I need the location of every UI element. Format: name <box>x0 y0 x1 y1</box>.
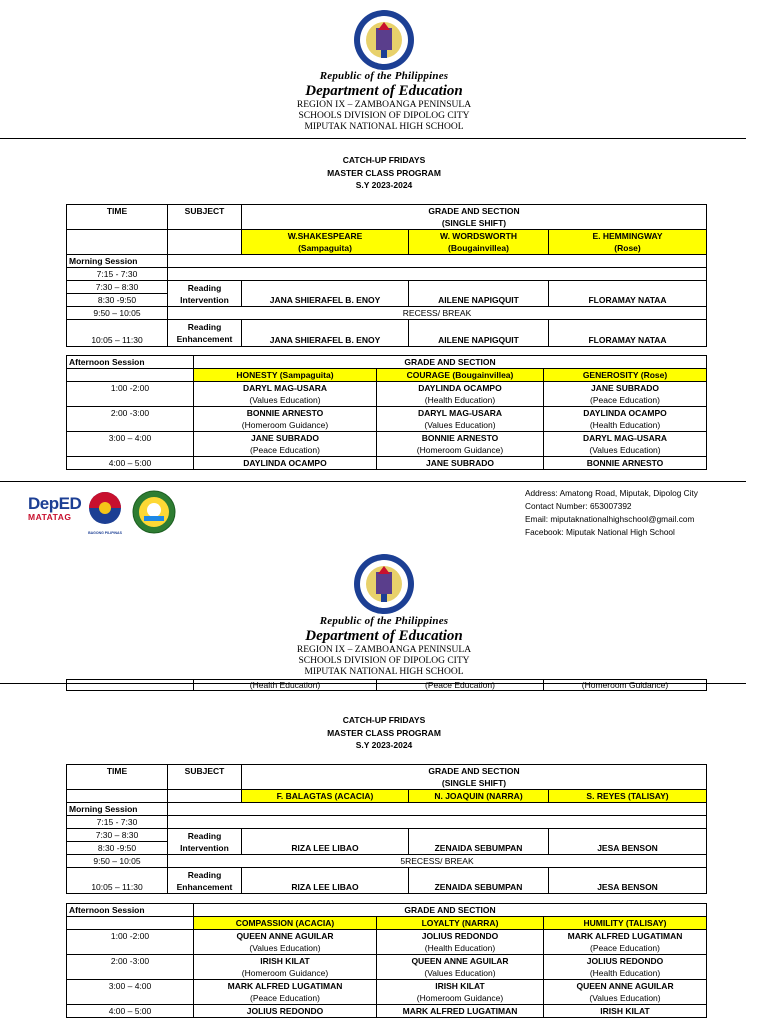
footer-divider <box>0 481 746 482</box>
school-contact-info <box>525 487 698 539</box>
deped-seal-logo <box>352 8 416 72</box>
time-cell: 4:00 – 5:00 <box>67 1005 194 1018</box>
time-cell: 7:30 – 8:30 <box>67 281 168 294</box>
grade-section-header: GRADE AND SECTION (SINGLE SHIFT) <box>242 205 707 230</box>
teacher-cell: ZENAIDA SEBUMPAN <box>409 868 549 894</box>
section-cell: W.SHAKESPEARE (Sampaguita) <box>242 230 409 255</box>
teacher-cell: DARYL MAG-USARA (Values Education) <box>544 432 707 457</box>
email-text: Email: miputaknationalhighschool@gmail.com <box>525 514 695 524</box>
time-cell: 10:05 – 11:30 <box>67 868 168 894</box>
time-cell: 2:00 -3:00 <box>67 407 194 432</box>
subject-header: SUBJECT <box>168 765 242 790</box>
deped-seal-logo <box>352 552 416 616</box>
grade-section-header: GRADE AND SECTION <box>194 904 707 917</box>
division-text: SCHOOLS DIVISION OF DIPOLOG CITY <box>298 111 470 121</box>
teacher-cell: BONNIE ARNESTO <box>544 457 707 470</box>
teacher-cell: DARYL MAG-USARA (Values Education) <box>377 407 544 432</box>
program-title: CATCH-UP FRIDAYS MASTER CLASS PROGRAM S.Y 2023-2024 <box>327 155 441 190</box>
teacher-cell: JANA SHIERAFEL B. ENOY <box>242 281 409 307</box>
subject-header: SUBJECT <box>168 205 242 230</box>
time-cell: 3:00 – 4:00 <box>67 432 194 457</box>
morning-schedule-table <box>66 764 707 894</box>
time-cell: 7:30 – 8:30 <box>67 829 168 842</box>
subject-cell: Reading Enhancement <box>168 868 242 894</box>
section-cell: E. HEMMINGWAY (Rose) <box>549 230 707 255</box>
time-cell: 8:30 -9:50 <box>67 294 168 307</box>
morning-session-label: Morning Session <box>67 255 168 268</box>
teacher-cell: DAYLINDA OCAMPO <box>194 457 377 470</box>
teacher-cell: JANA SHIERAFEL B. ENOY <box>242 320 409 347</box>
morning-schedule-table <box>66 204 707 347</box>
teacher-cell: AILENE NAPIGQUIT <box>409 320 549 347</box>
teacher-cell: BONNIE ARNESTO (Homeroom Guidance) <box>377 432 544 457</box>
time-cell: 1:00 -2:00 <box>67 930 194 955</box>
program-title: CATCH-UP FRIDAYS MASTER CLASS PROGRAM S.Y 2023-2024 <box>327 715 441 750</box>
teacher-cell: JOLIUS REDONDO (Health Education) <box>377 930 544 955</box>
contact-number-text: Contact Number: 653007392 <box>525 501 632 511</box>
subject-cell: (Peace Education) <box>377 680 544 691</box>
teacher-cell: JOLIUS REDONDO (Health Education) <box>544 955 707 980</box>
bagong-pilipinas-logo: BAGONG PILIPINAS <box>86 490 124 534</box>
grade-section-header: GRADE AND SECTION (SINGLE SHIFT) <box>242 765 707 790</box>
teacher-cell: RIZA LEE LIBAO <box>242 829 409 855</box>
teacher-cell: JANE SUBRADO (Peace Education) <box>544 382 707 407</box>
section-cell: COURAGE (Bougainvillea) <box>377 369 544 382</box>
teacher-cell: FLORAMAY NATAA <box>549 320 707 347</box>
teacher-cell: JANE SUBRADO <box>377 457 544 470</box>
time-cell: 10:05 – 11:30 <box>67 320 168 347</box>
teacher-cell: DAYLINDA OCAMPO (Health Education) <box>544 407 707 432</box>
letterhead: Republic of the Philippines Department of Education REGION IX – ZAMBOANGA PENINSULA SCHOOLS DIVISION OF DIPOLOG CITY MIPUTAK NATIONAL HIGH SCHOOL <box>296 615 472 677</box>
department-text: Department of Education <box>305 83 463 99</box>
region-text: REGION IX – ZAMBOANGA PENINSULA <box>296 100 472 110</box>
teacher-cell: IRISH KILAT (Homeroom Guidance) <box>194 955 377 980</box>
afternoon-schedule-table <box>66 903 707 1018</box>
time-cell: 7:15 - 7:30 <box>67 268 168 281</box>
time-header: TIME <box>67 765 168 790</box>
section-cell: GENEROSITY (Rose) <box>544 369 707 382</box>
teacher-cell: RIZA LEE LIBAO <box>242 868 409 894</box>
teacher-cell: JESA BENSON <box>549 829 707 855</box>
section-cell: S. REYES (TALISAY) <box>549 790 707 803</box>
time-cell: 7:15 - 7:30 <box>67 816 168 829</box>
address-text: Address: Amatong Road, Miputak, Dipolog City <box>525 488 698 498</box>
morning-session-label: Morning Session <box>67 803 168 816</box>
teacher-cell: FLORAMAY NATAA <box>549 281 707 307</box>
school-text: MIPUTAK NATIONAL HIGH SCHOOL <box>304 122 464 132</box>
section-cell: LOYALTY (NARRA) <box>377 917 544 930</box>
time-cell: 3:00 – 4:00 <box>67 980 194 1005</box>
school-seal-logo <box>132 490 176 534</box>
teacher-cell: AILENE NAPIGQUIT <box>409 281 549 307</box>
teacher-cell: MARK ALFRED LUGATIMAN (Peace Education) <box>544 930 707 955</box>
teacher-cell: QUEEN ANNE AGUILAR (Values Education) <box>377 955 544 980</box>
afternoon-schedule-table <box>66 355 707 470</box>
teacher-cell: JESA BENSON <box>549 868 707 894</box>
section-cell: N. JOAQUIN (NARRA) <box>409 790 549 803</box>
facebook-text: Facebook: Miputak National High School <box>525 527 675 537</box>
time-cell: 4:00 – 5:00 <box>67 457 194 470</box>
letterhead <box>0 70 768 133</box>
section-cell: HONESTY (Sampaguita) <box>194 369 377 382</box>
section-cell: COMPASSION (ACACIA) <box>194 917 377 930</box>
overflow-row-table <box>66 679 707 691</box>
teacher-cell: IRISH KILAT (Homeroom Guidance) <box>377 980 544 1005</box>
subject-cell: Reading Intervention <box>168 281 242 307</box>
teacher-cell: QUEEN ANNE AGUILAR (Values Education) <box>194 930 377 955</box>
teacher-cell: JANE SUBRADO (Peace Education) <box>194 432 377 457</box>
teacher-cell: QUEEN ANNE AGUILAR (Values Education) <box>544 980 707 1005</box>
time-cell: 9:50 – 10:05 <box>67 855 168 868</box>
teacher-cell: JOLIUS REDONDO <box>194 1005 377 1018</box>
section-cell: HUMILITY (TALISAY) <box>544 917 707 930</box>
teacher-cell: IRISH KILAT <box>544 1005 707 1018</box>
time-cell: 8:30 -9:50 <box>67 842 168 855</box>
grade-section-header: GRADE AND SECTION <box>194 356 707 369</box>
subject-cell: Reading Intervention <box>168 829 242 855</box>
subject-cell: (Health Education) <box>194 680 377 691</box>
section-cell: W. WORDSWORTH (Bougainvillea) <box>409 230 549 255</box>
teacher-cell: BONNIE ARNESTO (Homeroom Guidance) <box>194 407 377 432</box>
afternoon-session-label: Afternoon Session <box>67 904 194 917</box>
time-header: TIME <box>67 205 168 230</box>
subject-cell: Reading Enhancement <box>168 320 242 347</box>
teacher-cell: DARYL MAG-USARA (Values Education) <box>194 382 377 407</box>
time-cell: 1:00 -2:00 <box>67 382 194 407</box>
section-cell: F. BALAGTAS (ACACIA) <box>242 790 409 803</box>
teacher-cell: MARK ALFRED LUGATIMAN <box>377 1005 544 1018</box>
footer-logos <box>28 490 178 536</box>
recess-cell: 5RECESS/ BREAK <box>168 855 707 868</box>
subject-cell: (Homeroom Guidance) <box>544 680 707 691</box>
teacher-cell: ZENAIDA SEBUMPAN <box>409 829 549 855</box>
teacher-cell: MARK ALFRED LUGATIMAN (Peace Education) <box>194 980 377 1005</box>
time-cell: 2:00 -3:00 <box>67 955 194 980</box>
republic-text: Republic of the Philippines <box>319 70 449 82</box>
header-divider <box>0 138 746 139</box>
deped-matatag-logo: DepED MATATAG <box>28 494 82 522</box>
teacher-cell: DAYLINDA OCAMPO (Health Education) <box>377 382 544 407</box>
recess-cell: RECESS/ BREAK <box>168 307 707 320</box>
afternoon-session-label: Afternoon Session <box>67 356 194 369</box>
time-cell: 9:50 – 10:05 <box>67 307 168 320</box>
